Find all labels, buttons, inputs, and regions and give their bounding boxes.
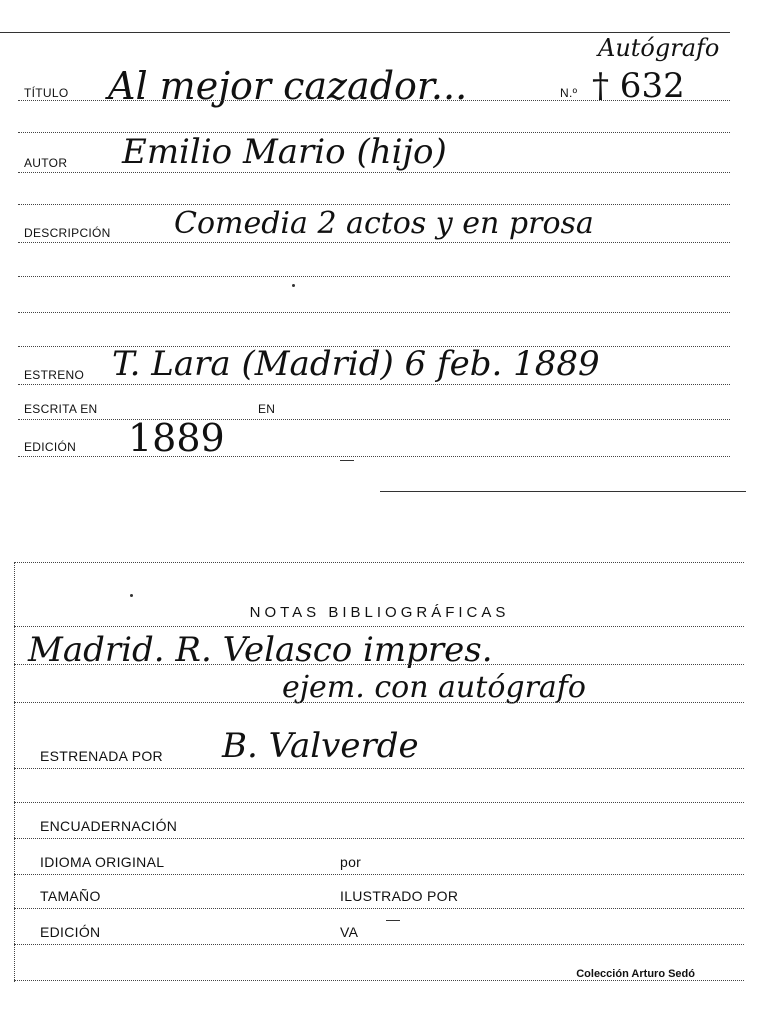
autor-label: AUTOR — [24, 156, 68, 170]
descripcion-rule — [18, 242, 730, 243]
estreno-value: T. Lara (Madrid) 6 feb. 1889 — [112, 344, 600, 384]
blank-rule-b1 — [14, 802, 744, 803]
numero-value: † 632 — [592, 66, 685, 106]
blank-rule-4 — [18, 312, 730, 313]
descripcion-label: DESCRIPCIÓN — [24, 226, 111, 240]
catalog-card-top — [0, 28, 759, 498]
en-label: EN — [258, 402, 276, 416]
autor-value: Emilio Mario (hijo) — [122, 132, 447, 172]
escrita-en-label: ESCRITA EN — [24, 402, 98, 416]
tamano-rule — [14, 908, 744, 909]
edicion-rule — [18, 456, 730, 457]
blank-rule-2 — [18, 204, 730, 205]
dash-mark — [340, 460, 354, 461]
titulo-rule — [18, 100, 730, 101]
card-bottom-left-edge — [14, 562, 15, 982]
encuadernacion-rule — [14, 838, 744, 839]
card-top-bottom-edge — [380, 491, 746, 492]
dash-mark-2 — [386, 920, 400, 921]
ink-speck — [292, 284, 295, 287]
estreno-label: ESTRENO — [24, 368, 85, 382]
ink-speck-2 — [130, 594, 133, 597]
numero-label: N.º — [560, 86, 578, 100]
notas-line-1: Madrid. R. Velasco impres. — [28, 630, 493, 670]
estrenada-por-value: B. Valverde — [222, 726, 419, 766]
card-top-edge — [0, 32, 730, 33]
notas-title: NOTAS BIBLIOGRÁFICAS — [249, 604, 510, 621]
idioma-original-label: IDIOMA ORIGINAL — [40, 854, 165, 870]
estreno-rule — [18, 384, 730, 385]
card-bottom-end-rule — [14, 980, 744, 981]
edicion-b-label: EDICIÓN — [40, 924, 101, 940]
escrita-en-rule — [18, 419, 730, 420]
edicion-b-rule — [14, 944, 744, 945]
notas-rule-0 — [14, 626, 744, 627]
ilustrado-por-label: ILUSTRADO POR — [340, 888, 459, 904]
tamano-label: TAMAÑO — [40, 888, 101, 904]
titulo-value: Al mejor cazador... — [108, 64, 468, 108]
notas-line-2: ejem. con autógrafo — [282, 670, 586, 705]
catalog-card-bottom — [0, 556, 759, 1006]
descripcion-value: Comedia 2 actos y en prosa — [174, 206, 594, 241]
encuadernacion-label: ENCUADERNACIÓN — [40, 818, 178, 834]
blank-rule-3 — [18, 276, 730, 277]
estrenada-rule — [14, 768, 744, 769]
notas-rule-1 — [14, 664, 744, 665]
autograph-note: Autógrafo — [598, 34, 720, 62]
estrenada-por-label: ESTRENADA POR — [40, 748, 163, 764]
notas-rule-2 — [14, 702, 744, 703]
collection-credit: Colección Arturo Sedó — [576, 968, 695, 980]
edicion-value: 1889 — [128, 416, 225, 460]
titulo-label: TÍTULO — [24, 86, 69, 100]
va-label: VA — [340, 924, 359, 940]
idioma-rule — [14, 874, 744, 875]
autor-rule — [18, 172, 730, 173]
edicion-label: EDICIÓN — [24, 440, 77, 454]
por-label: por — [340, 854, 362, 870]
card-bottom-top-edge — [14, 562, 744, 563]
